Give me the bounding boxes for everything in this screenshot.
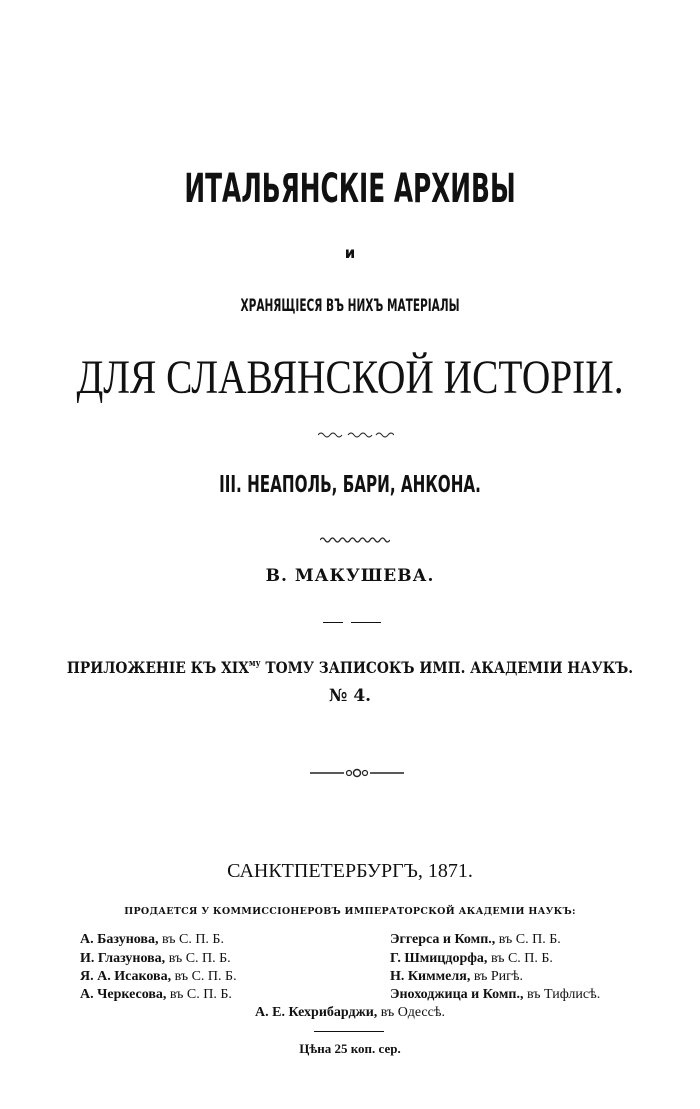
- seller-left-2: И. Глазунова, въ С. П. Б.: [80, 951, 231, 966]
- sellers-heading: ПРОДАЕТСЯ У КОММИССIОНЕРОВЪ ИМПЕРАТОРСКОЙ АКАДЕМIИ НАУКЪ:: [124, 906, 576, 917]
- seller-left-3: Я. А. Исакова, въ С. П. Б.: [80, 969, 237, 984]
- publication-place-year: САНКТПЕТЕРБУРГЪ, 1871.: [227, 860, 473, 882]
- divider-short-1: [323, 622, 343, 623]
- book-title: ИТАЛЬЯНСКIЕ АРХИВЫ: [184, 166, 516, 212]
- seller-center: А. Е. Кехрибарджи, въ Одессѣ.: [255, 1005, 445, 1020]
- book-main-title: ДЛЯ СЛАВЯНСКОЙ ИСТОРIИ.: [76, 351, 624, 404]
- book-subtitle: ХРАНЯЩIЕСЯ ВЪ НИХЪ МАТЕРIАЛЫ: [240, 296, 460, 316]
- author: В. МАКУШЕВА.: [265, 566, 435, 586]
- seller-left-1: А. Базунова, въ С. П. Б.: [80, 932, 224, 947]
- wavy-ornament-1: [318, 430, 394, 438]
- price: Цѣна 25 коп. сер.: [299, 1041, 401, 1056]
- price-divider: [314, 1031, 384, 1032]
- title-conjunction: и: [344, 244, 356, 262]
- volume-part: III. НЕАПОЛЬ, БАРИ, АНКОНА.: [219, 472, 481, 498]
- divider-short-2: [351, 622, 381, 623]
- wavy-ornament-2: [320, 536, 390, 544]
- appendix-note: [49, 658, 651, 677]
- seller-right-3: Н. Киммеля, въ Ригѣ.: [390, 969, 523, 984]
- appendix-text-after: ТОМУ ЗАПИСОКЪ ИМП. АКАДЕМIИ НАУКЪ.: [260, 658, 634, 677]
- flourish-ornament: [310, 766, 404, 780]
- seller-right-4: Эноходжица и Комп., въ Тифлисѣ.: [390, 987, 601, 1002]
- seller-left-4: А. Черкесова, въ С. П. Б.: [80, 987, 232, 1002]
- seller-right-1: Эггерса и Комп., въ С. П. Б.: [390, 932, 561, 947]
- issue-number: № 4.: [328, 686, 372, 706]
- seller-right-2: Г. Шмицдорфа, въ С. П. Б.: [390, 951, 553, 966]
- appendix-text-before: ПРИЛОЖЕНIЕ КЪ XIX: [66, 658, 249, 677]
- appendix-superscript: му: [248, 659, 261, 669]
